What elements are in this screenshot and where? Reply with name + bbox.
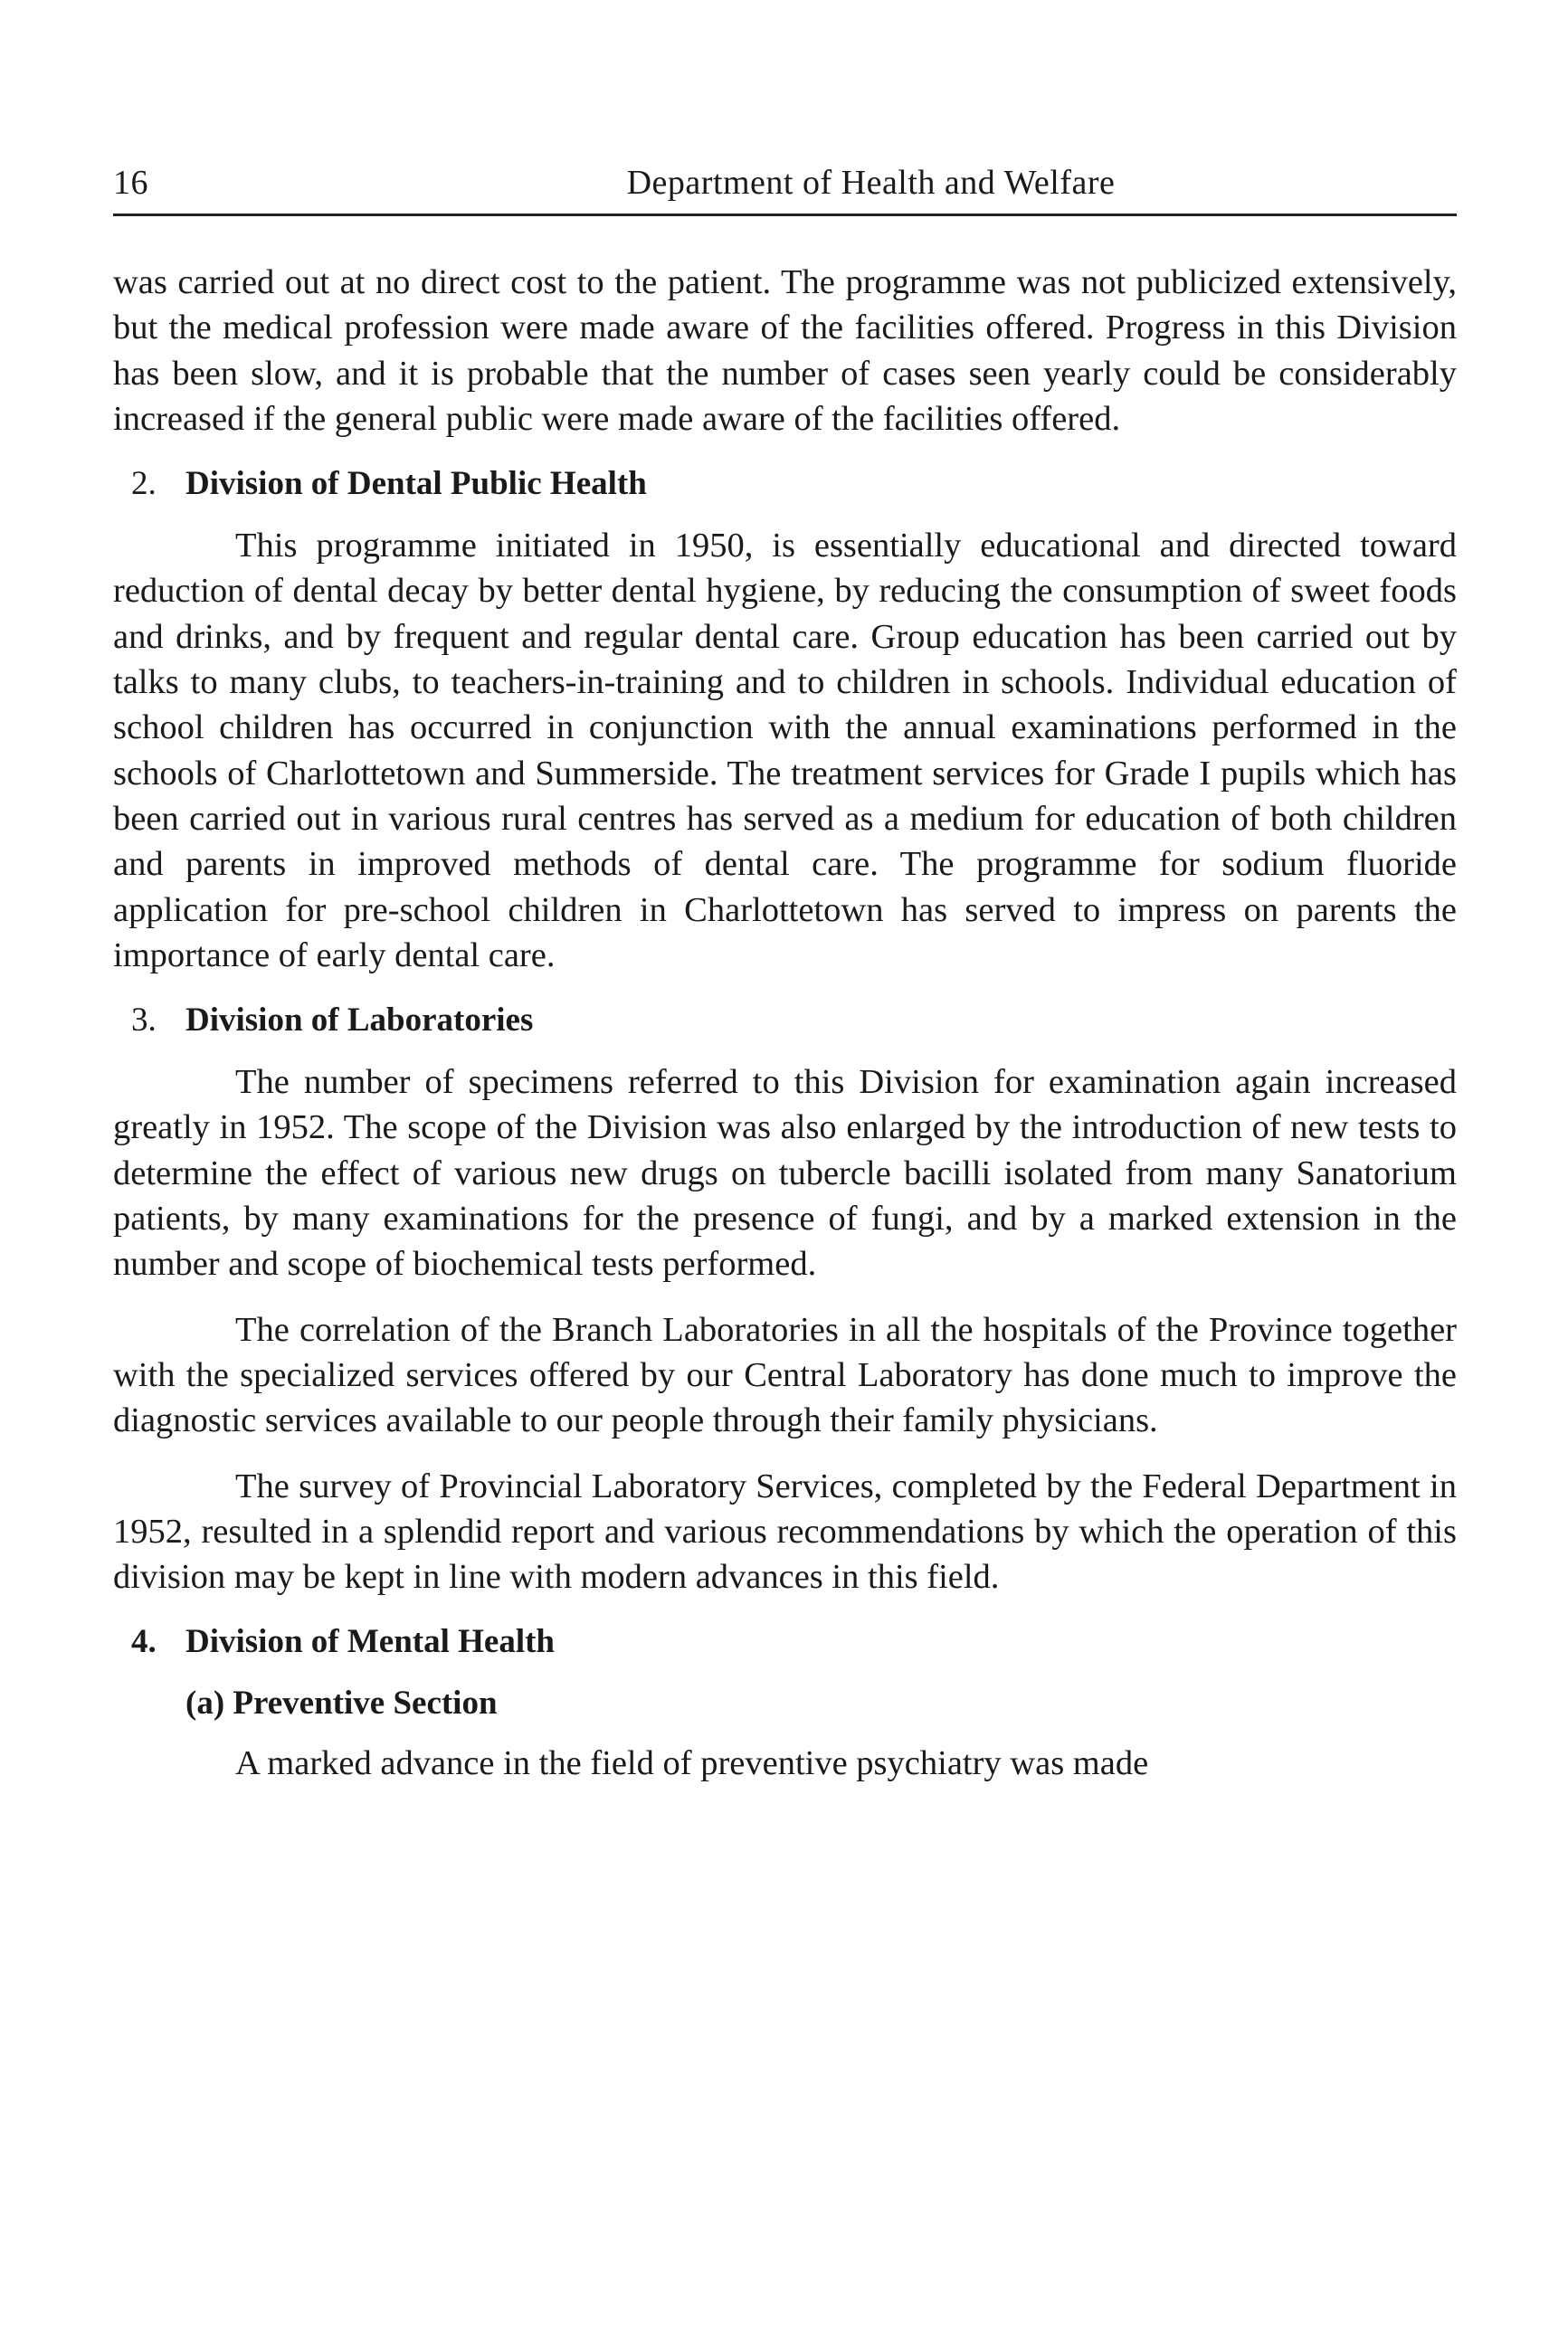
preventive-paragraph: A marked advance in the field of preventive psychiatry was made bbox=[235, 1744, 1149, 1783]
intro-paragraph: was carried out at no direct cost to the patient. The programme was not publicized extensively, but the medical profession were made aware of the facilities offered. Progress in this Division has been slow, and it is probable that the number of cases seen yearly could be considerably increased if the general public were made aware of the facilities offered. bbox=[113, 263, 1457, 438]
section-title: Division of Laboratories bbox=[185, 1002, 534, 1040]
document-page bbox=[113, 163, 1457, 1787]
section-heading-mental-health bbox=[113, 1619, 1457, 1665]
section-heading-dental bbox=[113, 461, 1457, 507]
section-number: 4. bbox=[131, 1623, 157, 1661]
page-number: 16 bbox=[113, 164, 148, 202]
section-number: 3. bbox=[131, 1002, 157, 1040]
running-title: Department of Health and Welfare bbox=[626, 164, 1116, 202]
section-title: Division of Dental Public Health bbox=[185, 465, 647, 503]
running-header bbox=[113, 163, 1457, 216]
laboratories-paragraph-2: The correlation of the Branch Laboratories in all the hospitals of the Province together with the specialized services offered by our Central Laboratory has done much to improve the diagnostic services available to our people through their family physicians. bbox=[113, 1310, 1457, 1440]
subsection-heading-preventive: (a) Preventive Section bbox=[185, 1685, 498, 1723]
dental-paragraph: This programme initiated in 1950, is essentially educational and directed toward reduction of dental decay by better dental hygiene, by reducing the consumption of sweet foods and drinks, and by frequent and regular dental care. Group education has been carried out by talks to many clubs, to teachers-in-training and to children in schools. Individual education of school children has occurred in conjunction with the annual examinations performed in the schools of Charlottetown and Summerside. The treatment services for Grade I pupils which has been carried out in various rural centres has served as a medium for education of both children and parents in improved methods of dental care. The programme for sodium fluoride application for pre-school children in Charlottetown has served to impress on parents the importance of early dental care. bbox=[113, 527, 1457, 974]
section-number: 2. bbox=[131, 465, 157, 503]
section-heading-laboratories bbox=[113, 998, 1457, 1043]
laboratories-paragraph-1: The number of specimens referred to this Division for examination again increased greatly in 1952. The scope of the Division was also enlarged by the introduction of new tests to determine the effect of various new drugs on tubercle bacilli isolated from many Sanatorium patients, by many examinations for the presence of fungi, and by a marked extension in the number and scope of biochemical tests performed. bbox=[113, 1063, 1457, 1284]
body-text bbox=[113, 260, 1457, 1787]
section-title: Division of Mental Health bbox=[185, 1623, 556, 1661]
laboratories-paragraph-3: The survey of Provincial Laboratory Services, completed by the Federal Department in 1952, resulted in a splendid report and various recommendations by which the operation of this division may be kept in line with modern advances in this field. bbox=[113, 1467, 1457, 1597]
